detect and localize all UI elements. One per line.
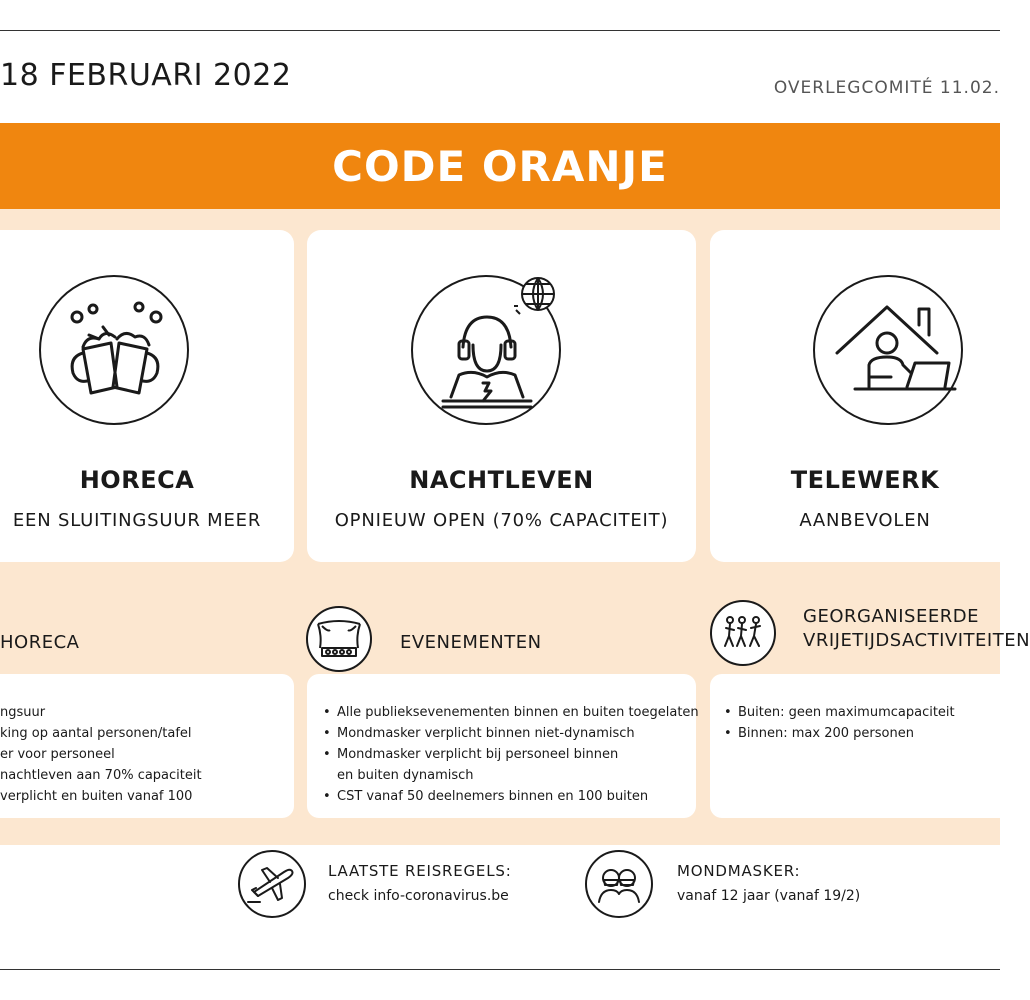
beer-mugs-icon (39, 275, 189, 425)
list-card-vrijetijd (710, 674, 1020, 818)
list-item: nachtleven aan 70% capaciteit (0, 768, 202, 783)
airplane-icon (238, 850, 306, 918)
list-item: • Buiten: geen maximumcapaciteit (738, 702, 955, 723)
footer-band (0, 845, 1000, 921)
code-banner (0, 123, 1000, 209)
card-title: TELEWERK (790, 466, 940, 494)
card-telewerk (710, 230, 1020, 562)
card-subtitle: EEN SLUITINGSUUR MEER (12, 510, 262, 531)
footer-title: MONDMASKER: (677, 862, 801, 880)
section-label-vrijetijd (803, 605, 1030, 653)
list-item: king op aantal personen/tafel (0, 726, 192, 741)
footer-text: vanaf 12 jaar (vanaf 19/2) (677, 888, 861, 904)
list-item: er voor personeel (0, 747, 115, 762)
list-item: • Mondmasker verplicht bij personeel binnen (337, 744, 699, 765)
walking-people-icon (710, 600, 776, 666)
reference-label: OVERLEGCOMITÉ 11.02. (773, 78, 1000, 98)
theater-stage-icon (306, 606, 372, 672)
bottom-divider (0, 969, 1000, 970)
top-divider (0, 30, 1000, 31)
banner-title: CODE ORANJE (332, 141, 668, 191)
list-item: • Mondmasker verplicht binnen niet-dynamisch (337, 723, 699, 744)
home-laptop-icon (813, 275, 963, 425)
section-label-horeca: HORECA (0, 632, 80, 653)
list-item: • CST vanaf 50 deelnemers binnen en 100 buiten (337, 786, 699, 807)
list-card-evenementen (307, 674, 699, 818)
list-item: en buiten dynamisch (337, 768, 474, 783)
list-card-horeca (0, 674, 294, 818)
card-title: HORECA (79, 466, 195, 494)
section-label-evenementen: EVENEMENTEN (400, 632, 542, 653)
footer-title: LAATSTE REISREGELS: (328, 862, 512, 880)
date-heading: 18 FEBRUARI 2022 (0, 58, 292, 93)
card-subtitle: AANBEVOLEN (799, 510, 931, 531)
section-label-line1: GEORGANISEERDE (803, 606, 979, 627)
section-label-line2: VRIJETIJDSACTIVITEITEN (803, 630, 1030, 651)
card-nachtleven (307, 230, 696, 562)
card-subtitle: OPNIEUW OPEN (70% CAPACITEIT) (334, 510, 669, 531)
list-item: • Alle publieksevenementen binnen en buiten toegelaten (337, 702, 699, 723)
list-item: ngsuur (0, 705, 46, 720)
card-title: NACHTLEVEN (409, 466, 594, 494)
disco-ball-icon (512, 272, 560, 320)
card-horeca (0, 230, 294, 562)
masked-people-icon (585, 850, 653, 918)
footer-text: check info-coronavirus.be (328, 888, 509, 904)
list-item: verplicht en buiten vanaf 100 (0, 789, 193, 804)
list-item: • Binnen: max 200 personen (738, 723, 955, 744)
